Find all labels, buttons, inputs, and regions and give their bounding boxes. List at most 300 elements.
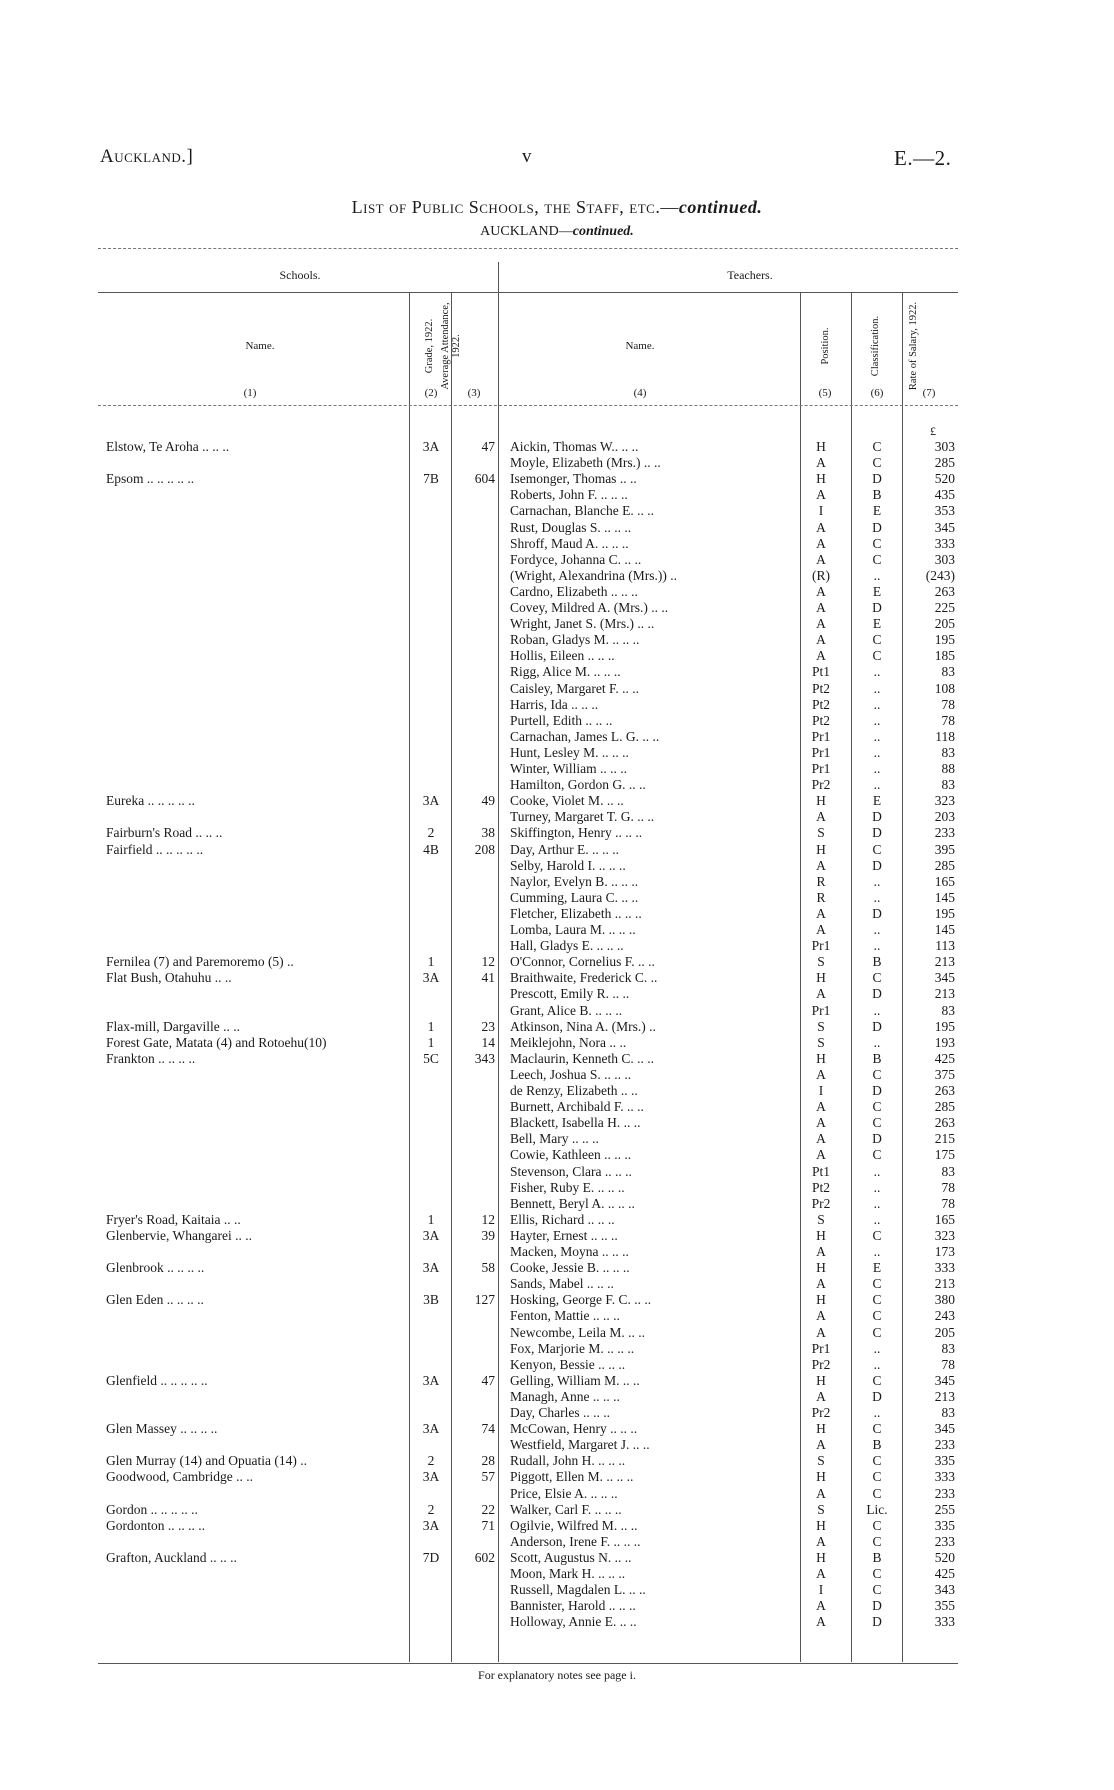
classification: D (872, 1388, 882, 1404)
table-row (0, 890, 1114, 906)
table-row (0, 1019, 1114, 1035)
table-row (0, 1115, 1114, 1131)
attendance: 41 (481, 970, 495, 986)
attendance: 39 (481, 1227, 495, 1243)
position: A (816, 1244, 826, 1259)
teacher-name: Winter, William .. .. .. (510, 761, 627, 776)
classification: C (872, 1517, 882, 1533)
footnote: For explanatory notes see page i. (478, 1668, 636, 1682)
position: H (816, 793, 826, 809)
position: S (817, 1034, 825, 1050)
salary: 425 (934, 1566, 955, 1581)
classification: C (872, 1227, 882, 1243)
salary: 83 (941, 1405, 955, 1420)
table-row (0, 858, 1114, 874)
position: S (817, 1018, 825, 1034)
table-row (0, 874, 1114, 890)
grade: 1 (427, 1018, 435, 1034)
school-name: Grafton, Auckland .. .. .. (106, 1549, 237, 1565)
grade: 4B (423, 841, 439, 857)
teacher-name: Gelling, William M. .. .. (510, 1372, 640, 1388)
salary: 425 (934, 1050, 955, 1066)
salary: 83 (941, 744, 955, 760)
position: Pr2 (811, 777, 831, 793)
position: A (816, 1485, 826, 1501)
col-number-1: (1) (243, 387, 257, 399)
col-number-5: (5) (818, 387, 832, 399)
position: A (816, 455, 826, 471)
salary: 345 (934, 1421, 955, 1437)
position: S (817, 954, 825, 970)
table-row (0, 825, 1114, 841)
position: Pr2 (811, 1356, 831, 1372)
rule-group (98, 292, 958, 293)
salary: 233 (934, 825, 955, 841)
table-row (0, 568, 1114, 584)
teacher-name: Prescott, Emily R. .. .. (510, 986, 630, 1002)
classification: C (872, 1308, 882, 1324)
table-row (0, 664, 1114, 680)
rule-bottom (98, 1663, 958, 1664)
classification: .. (873, 889, 881, 905)
table-row (0, 681, 1114, 697)
salary: 303 (934, 439, 955, 454)
grade: 3A (422, 1421, 440, 1437)
col-number-2: (2) (424, 387, 438, 399)
teacher-name: Anderson, Irene F. .. .. .. (510, 1533, 641, 1549)
position: A (816, 809, 826, 825)
position: H (816, 1050, 826, 1066)
teacher-name: Hosking, George F. C. .. .. (510, 1292, 652, 1308)
position: H (816, 1227, 826, 1243)
table-row (0, 632, 1114, 648)
grade: 1 (427, 954, 435, 970)
salary: 520 (934, 1549, 955, 1565)
group-schools: Schools. (279, 268, 321, 282)
classification: C (872, 1115, 882, 1131)
grade: 3A (422, 439, 440, 454)
table-row (0, 487, 1114, 503)
teacher-name: Scott, Augustus N. .. .. (510, 1549, 632, 1565)
classification: D (872, 809, 882, 825)
table-row (0, 536, 1114, 552)
classification: D (872, 1598, 882, 1614)
position: Pr1 (811, 761, 831, 776)
col-classification: Classification. (870, 315, 881, 377)
salary: 285 (934, 455, 955, 471)
salary: 78 (941, 696, 955, 712)
table-row (0, 1357, 1114, 1373)
salary: 195 (934, 632, 955, 648)
salary: 78 (941, 1195, 955, 1211)
classification: C (872, 632, 882, 648)
classification: B (872, 1549, 882, 1565)
position: S (817, 825, 825, 841)
col-number-7: (7) (922, 387, 936, 399)
classification: .. (873, 1195, 881, 1211)
salary: 353 (934, 503, 955, 519)
teacher-name: Fisher, Ruby E. .. .. .. (510, 1179, 625, 1195)
teacher-name: Day, Charles .. .. .. (510, 1405, 610, 1420)
rule-top (98, 248, 958, 249)
salary: 78 (941, 1356, 955, 1372)
classification: C (872, 1533, 882, 1549)
school-name: Glenbrook .. .. .. .. (106, 1260, 205, 1276)
table-row (0, 1614, 1114, 1630)
school-name: Glen Eden .. .. .. .. (106, 1292, 204, 1308)
table-row (0, 648, 1114, 664)
table-row (0, 761, 1114, 777)
running-head-left: Auckland.] (100, 146, 194, 167)
salary: 355 (934, 1598, 955, 1614)
teacher-name: Shroff, Maud A. .. .. .. (510, 535, 629, 551)
col-grade: Grade, 1922. (424, 318, 435, 374)
table-row (0, 1486, 1114, 1502)
salary: 213 (934, 954, 955, 970)
position: Pt1 (811, 1163, 830, 1179)
position: H (816, 970, 826, 986)
table-row (0, 503, 1114, 519)
teacher-name: Selby, Harold I. .. .. .. (510, 857, 626, 873)
attendance: 22 (481, 1501, 495, 1517)
salary: 395 (934, 841, 955, 857)
teacher-name: Naylor, Evelyn B. .. .. .. (510, 873, 639, 889)
table-row (0, 1228, 1114, 1244)
attendance: 208 (474, 841, 495, 857)
position: A (816, 1099, 826, 1115)
classification: C (872, 535, 882, 551)
salary: 145 (934, 889, 955, 905)
classification: .. (873, 938, 881, 954)
title-emphasis: continued. (678, 197, 763, 217)
salary: 78 (941, 712, 955, 728)
salary: 333 (934, 1614, 955, 1630)
salary: 233 (934, 1437, 955, 1453)
grade: 1 (427, 1034, 435, 1050)
table-row (0, 520, 1114, 536)
classification: B (872, 487, 882, 503)
table-row (0, 1518, 1114, 1534)
teacher-name: Cooke, Jessie B. .. .. .. (510, 1260, 630, 1276)
classification: C (872, 551, 882, 567)
title-main: List of Public Schools, the Staff, etc.— (351, 197, 679, 217)
teacher-name: Piggott, Ellen M. .. .. .. (510, 1469, 634, 1485)
table-row (0, 729, 1114, 745)
group-teachers: Teachers. (727, 268, 773, 282)
classification: C (872, 1099, 882, 1115)
position: R (816, 873, 826, 889)
grade: 2 (427, 825, 435, 841)
salary: 88 (941, 761, 955, 776)
table-row (0, 1147, 1114, 1163)
position: A (816, 857, 826, 873)
position: Pt2 (811, 680, 830, 696)
salary: 173 (934, 1244, 955, 1259)
classification: .. (873, 1244, 881, 1259)
attendance: 58 (481, 1260, 495, 1276)
teacher-name: Hall, Gladys E. .. .. .. (510, 938, 624, 954)
position: A (816, 1147, 826, 1163)
salary: 345 (934, 1372, 955, 1388)
salary: 78 (941, 1179, 955, 1195)
classification: B (872, 1050, 882, 1066)
position: Pr2 (811, 1195, 831, 1211)
teacher-name: Westfield, Margaret J. .. .. (510, 1437, 650, 1453)
table-row (0, 1550, 1114, 1566)
teacher-name: Atkinson, Nina A. (Mrs.) .. (510, 1018, 656, 1034)
page-title (0, 197, 1114, 218)
position: H (816, 1292, 826, 1308)
col-number-3: (3) (467, 387, 481, 399)
salary: 113 (935, 938, 955, 954)
salary: 333 (934, 1260, 955, 1276)
table-row (0, 1534, 1114, 1550)
classification: .. (873, 1356, 881, 1372)
grade: 3A (422, 1372, 440, 1388)
attendance: 127 (474, 1292, 495, 1308)
school-name: Glenfield .. .. .. .. .. (106, 1372, 208, 1388)
salary: 263 (934, 1115, 955, 1131)
salary: 205 (934, 1324, 955, 1340)
attendance: 604 (474, 471, 495, 487)
salary: (243) (925, 567, 955, 583)
salary: 263 (934, 583, 955, 599)
position: H (816, 1372, 826, 1388)
grade: 7B (423, 471, 439, 487)
salary: 83 (941, 1163, 955, 1179)
classification: C (872, 1485, 882, 1501)
grade: 7D (422, 1549, 440, 1565)
salary: 345 (934, 519, 955, 535)
position: H (816, 471, 826, 487)
table-row (0, 906, 1114, 922)
classification: .. (873, 761, 881, 776)
salary: 285 (934, 857, 955, 873)
teacher-name: Russell, Magdalen L. .. .. (510, 1582, 646, 1598)
table-row (0, 954, 1114, 970)
salary: 83 (941, 1002, 955, 1018)
classification: .. (873, 1163, 881, 1179)
classification: .. (873, 1405, 881, 1420)
salary: 233 (934, 1533, 955, 1549)
school-name: Fairburn's Road .. .. .. (106, 825, 223, 841)
salary: 225 (934, 600, 955, 615)
teacher-name: Rigg, Alice M. .. .. .. (510, 664, 621, 680)
position: Pt2 (811, 696, 830, 712)
attendance: 71 (481, 1517, 495, 1533)
table-row (0, 1083, 1114, 1099)
classification: .. (873, 664, 881, 680)
salary: 195 (934, 905, 955, 921)
classification: .. (873, 1211, 881, 1227)
school-name: Glenbervie, Whangarei .. .. (106, 1227, 252, 1243)
position: A (816, 616, 826, 632)
classification: .. (873, 873, 881, 889)
school-name: Goodwood, Cambridge .. .. (106, 1469, 253, 1485)
classification: .. (873, 744, 881, 760)
teacher-name: Isemonger, Thomas .. .. (510, 471, 637, 487)
table-row (0, 1244, 1114, 1260)
col-salary: Rate of Salary, 1922. (908, 301, 919, 391)
position: A (816, 1308, 826, 1324)
position: A (816, 986, 826, 1002)
salary: 175 (934, 1147, 955, 1163)
salary: 343 (934, 1582, 955, 1598)
classification: C (872, 1582, 882, 1598)
attendance: 343 (474, 1050, 495, 1066)
teacher-name: Roban, Gladys M. .. .. .. (510, 632, 640, 648)
table-row (0, 600, 1114, 616)
teacher-name: Price, Elsie A. .. .. .. (510, 1485, 618, 1501)
attendance: 12 (481, 954, 495, 970)
classification: D (872, 519, 882, 535)
school-name: Gordonton .. .. .. .. (106, 1517, 205, 1533)
salary: 83 (941, 777, 955, 793)
table-row (0, 938, 1114, 954)
teacher-name: Bannister, Harold .. .. .. (510, 1598, 636, 1614)
salary: 83 (941, 1340, 955, 1356)
salary: 335 (934, 1453, 955, 1469)
teacher-name: Macken, Moyna .. .. .. (510, 1244, 629, 1259)
teacher-name: Hamilton, Gordon G. .. .. (510, 777, 646, 793)
position: H (816, 1517, 826, 1533)
grade: 3A (422, 1469, 440, 1485)
position: A (816, 519, 826, 535)
teacher-name: McCowan, Henry .. .. .. (510, 1421, 638, 1437)
position: A (816, 583, 826, 599)
subtitle-main: AUCKLAND— (480, 224, 573, 239)
classification: C (872, 1421, 882, 1437)
position: H (816, 841, 826, 857)
teacher-name: Burnett, Archibald F. .. .. (510, 1099, 644, 1115)
position: A (816, 922, 826, 937)
table-row (0, 1405, 1114, 1421)
teacher-name: Harris, Ida .. .. .. (510, 696, 599, 712)
rule-header-bottom (98, 405, 958, 406)
salary: 335 (934, 1517, 955, 1533)
classification: D (872, 1083, 882, 1098)
classification: E (872, 583, 882, 599)
attendance: 28 (481, 1453, 495, 1469)
classification: E (872, 616, 882, 632)
col-school-name: Name. (245, 340, 275, 352)
teacher-name: Day, Arthur E. .. .. .. (510, 841, 619, 857)
teacher-name: Covey, Mildred A. (Mrs.) .. .. (510, 600, 669, 615)
school-name: Fernilea (7) and Paremoremo (5) .. (106, 954, 294, 970)
attendance: 12 (481, 1211, 495, 1227)
table-row (0, 439, 1114, 455)
table-row (0, 922, 1114, 938)
position: I (818, 503, 824, 519)
table-row (0, 842, 1114, 858)
table-row (0, 616, 1114, 632)
table-row (0, 1421, 1114, 1437)
classification: E (872, 793, 882, 809)
teacher-name: Ogilvie, Wilfred M. .. .. (510, 1517, 638, 1533)
position: A (816, 648, 826, 664)
table-row (0, 1292, 1114, 1308)
position: H (816, 1260, 826, 1276)
table-row (0, 1389, 1114, 1405)
classification: C (872, 1276, 882, 1292)
table-row (0, 1212, 1114, 1228)
classification: C (872, 1066, 882, 1082)
classification: C (872, 648, 882, 664)
classification: .. (873, 728, 881, 744)
salary: 203 (934, 809, 955, 825)
position: S (817, 1211, 825, 1227)
table-row (0, 1196, 1114, 1212)
position: Pr1 (811, 938, 831, 954)
position: H (816, 439, 826, 454)
position: A (816, 1388, 826, 1404)
position: A (816, 551, 826, 567)
salary: 435 (934, 487, 955, 503)
teacher-name: O'Connor, Cornelius F. .. .. (510, 954, 655, 970)
school-name: Epsom .. .. .. .. .. (106, 471, 195, 487)
attendance: 14 (481, 1034, 495, 1050)
teacher-name: Bell, Mary .. .. .. (510, 1131, 599, 1147)
salary: 165 (934, 873, 955, 889)
position: A (816, 1324, 826, 1340)
position: A (816, 535, 826, 551)
teacher-name: Moyle, Elizabeth (Mrs.) .. .. (510, 455, 661, 471)
classification: D (872, 905, 882, 921)
teacher-name: Cooke, Violet M. .. .. (510, 793, 624, 809)
position: A (816, 1566, 826, 1581)
table-row (0, 471, 1114, 487)
table-row (0, 1566, 1114, 1582)
classification: .. (873, 1340, 881, 1356)
teacher-name: Fordyce, Johanna C. .. .. (510, 551, 642, 567)
teacher-name: Fenton, Mattie .. .. .. (510, 1308, 620, 1324)
classification: C (872, 1566, 882, 1581)
teacher-name: Managh, Anne .. .. .. (510, 1388, 620, 1404)
teacher-name: Lomba, Laura M. .. .. .. (510, 922, 636, 937)
table-row (0, 697, 1114, 713)
teacher-name: Purtell, Edith .. .. .. (510, 712, 613, 728)
teacher-name: Bennett, Beryl A. .. .. .. (510, 1195, 635, 1211)
classification: C (872, 1292, 882, 1308)
salary: 215 (934, 1131, 955, 1147)
classification: B (872, 954, 882, 970)
classification: D (872, 471, 882, 487)
teacher-name: Rudall, John H. .. .. .. (510, 1453, 626, 1469)
table-row (0, 1308, 1114, 1324)
grade: 3A (422, 1517, 440, 1533)
teacher-name: Hayter, Ernest .. .. .. (510, 1227, 618, 1243)
salary: 285 (934, 1099, 955, 1115)
grade: 2 (427, 1453, 435, 1469)
grade: 3A (422, 1260, 440, 1276)
salary: 195 (934, 1018, 955, 1034)
classification: C (872, 1372, 882, 1388)
position: Pr1 (811, 728, 831, 744)
position: A (816, 1437, 826, 1453)
col-number-4: (4) (633, 387, 647, 399)
table-row (0, 1067, 1114, 1083)
salary: 185 (934, 648, 955, 664)
salary: 323 (934, 793, 955, 809)
teacher-name: Sands, Mabel .. .. .. (510, 1276, 614, 1292)
attendance: 47 (481, 1372, 495, 1388)
position: Pr1 (811, 1002, 831, 1018)
teacher-name: Wright, Janet S. (Mrs.) .. .. (510, 616, 655, 632)
classification: C (872, 970, 882, 986)
school-name: Eureka .. .. .. .. .. (106, 793, 195, 809)
position: Pt2 (811, 712, 830, 728)
position: H (816, 1469, 826, 1485)
